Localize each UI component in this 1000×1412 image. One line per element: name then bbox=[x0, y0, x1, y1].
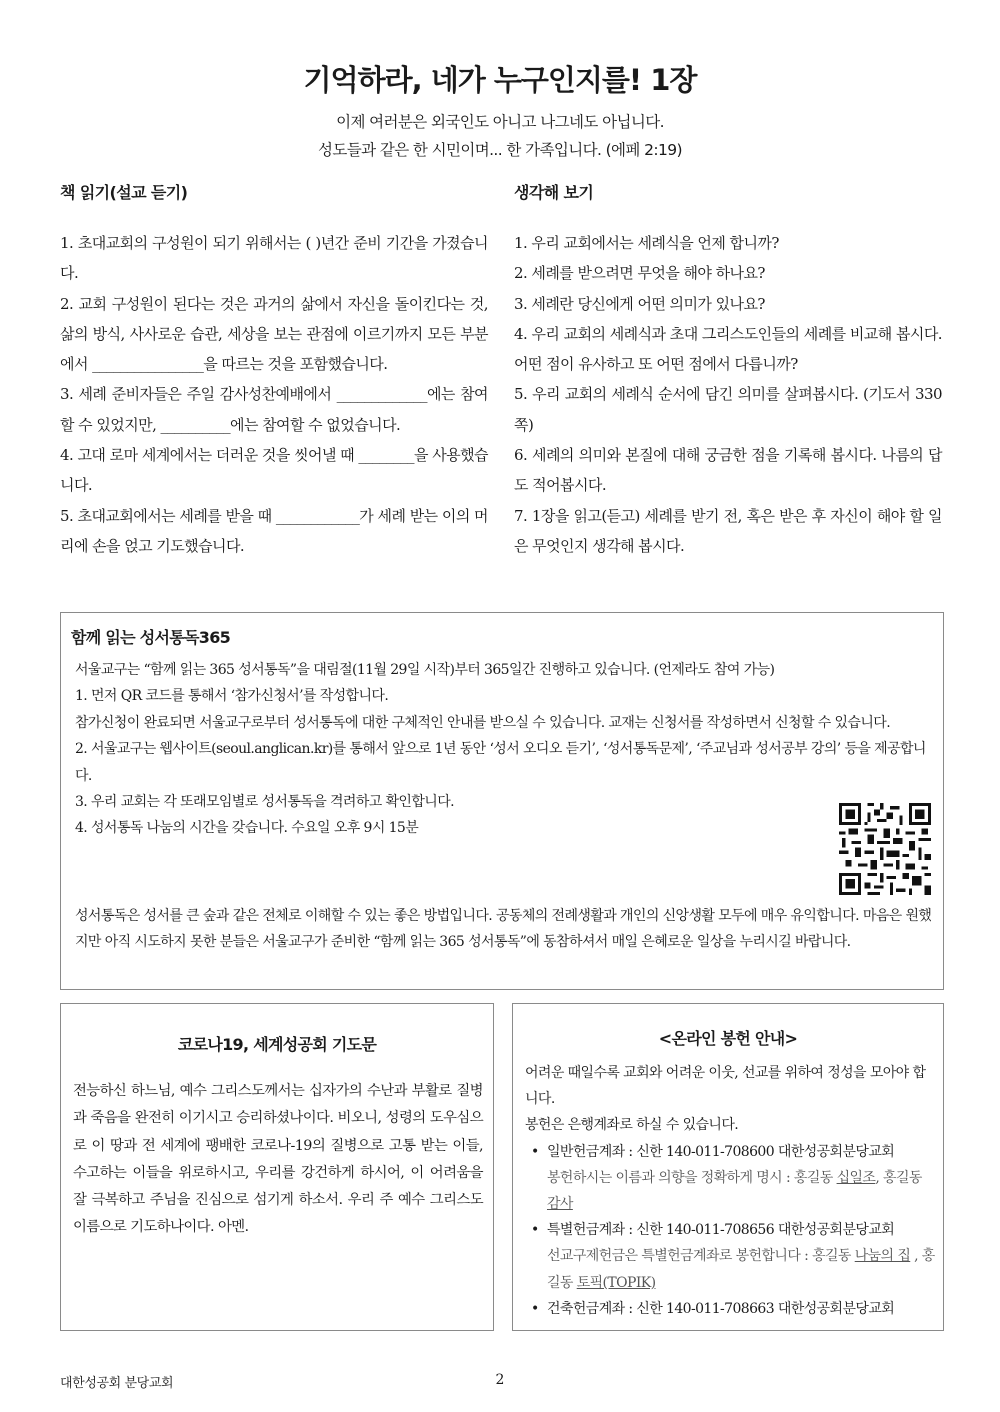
thanksgiving-example: 감사 bbox=[547, 1196, 573, 1213]
prayer-body: 전능하신 하느님, 예수 그리스도께서는 십자가의 수난과 부활로 질병과 죽음을 완전히 이기시고 승리하셨나이다. 비오니, 성령의 도우심으로 이 땅과 전 세계에 팽배한 코로나-19의 질병으로 고통 받는 이들, 수고하는 이들을 위로하시고, 우리를 강건하게 하시어, 이 어려움을 잘 극복하고 주님을 진심으로 섬기게 하소서. 우리 주 예수 그리스도 이름으로 기도하나이다. 아멘. bbox=[73, 1083, 483, 1236]
reading-item-2: 2. 교회 구성원이 된다는 것은 과거의 삶에서 자신을 돌이킨다는 것, 삶의 방식, 사사로운 습관, 세상을 보는 관점에 이르기까지 모든 부분에서 ________________을 따르는 것을 포함했습니다. bbox=[60, 294, 488, 374]
thinking-item-6: 6. 세례의 의미와 본질에 대해 궁금한 점을 기록해 봅시다. 나름의 답도 적어봅시다. bbox=[514, 446, 942, 495]
general-account-note bbox=[547, 1165, 937, 1217]
building-account: 건축헌금계좌 : 신한 140-011-708663 대한성공회분당교회 bbox=[547, 1300, 895, 1317]
general-note-separator: , 홍길동 bbox=[875, 1169, 922, 1186]
tithe-example: 십일조 bbox=[836, 1169, 876, 1186]
offering-intro-1: 어려운 때일수록 교회와 어려운 이웃, 선교를 위하여 정성을 모아야 합니다. bbox=[525, 1065, 926, 1108]
reading-item-4: 4. 고대 로마 세계에서는 더러운 것을 씻어낼 때 ________을 사용했습니다. bbox=[60, 446, 488, 495]
special-account: 특별헌금계좌 : 신한 140-011-708656 대한성공회분당교회 bbox=[547, 1222, 895, 1239]
reading-item-3: 3. 세례 준비자들은 주일 감사성찬예배에서 _____________에는 참여할 수 있었지만, __________에는 참여할 수 없었습니다. bbox=[60, 385, 488, 434]
special-note-separator: , 홍길동 bbox=[547, 1248, 935, 1291]
general-note-text: 봉헌하시는 이름과 의향을 정확하게 명시 : 홍길동 bbox=[547, 1169, 837, 1186]
thinking-questions bbox=[514, 228, 942, 561]
footer-church-name: 대한성공회 분당교회 bbox=[60, 1376, 174, 1391]
prayer-heading: 코로나19, 세계성공회 기도문 bbox=[177, 1035, 377, 1054]
offering-body bbox=[525, 1060, 937, 1322]
account-list bbox=[525, 1139, 937, 1322]
thinking-item-3: 3. 세례란 당신에게 어떤 의미가 있나요? bbox=[514, 294, 765, 313]
epigraph bbox=[0, 108, 1000, 164]
bible-reading-closing: 성서통독은 성서를 큰 숲과 같은 전체로 이해할 수 있는 좋은 방법입니다. 공동체의 전례생활과 개인의 신앙생활 모두에 매우 유익합니다. 마음은 원했지만 아직 시도하지 못한 분들은 서울교구가 준비한 “함께 읽는 365 성서통독”에 동참하셔서 매일 은혜로운 일상을 누리시길 바랍니다. bbox=[75, 908, 932, 951]
account-item-building bbox=[525, 1296, 937, 1322]
bible-reading-box bbox=[60, 612, 944, 990]
general-account: 일반헌금계좌 : 신한 140-011-708600 대한성공회분당교회 bbox=[547, 1143, 895, 1160]
bible-reading-heading: 함께 읽는 성서통독365 bbox=[71, 628, 231, 647]
thinking-heading: 생각해 보기 bbox=[514, 183, 594, 202]
offering-heading: <온라인 봉헌 안내> bbox=[658, 1029, 798, 1048]
bible-line-2: 2. 서울교구는 웹사이트(seoul.anglican.kr)를 통해서 앞으로 1년 동안 ‘성서 오디오 듣기’, ‘성서통독문제’, ‘주교님과 성서공부 강의’ 등을 제공합니다. bbox=[75, 741, 926, 784]
topik-example: 토픽(TOPIK) bbox=[576, 1274, 656, 1291]
bible-line-1-detail: 참가신청이 완료되면 서울교구로부터 성서통독에 대한 구체적인 안내를 받으실 수 있습니다. 교재는 신청서를 작성하면서 신청할 수 있습니다. bbox=[75, 714, 891, 731]
bible-line-1: 1. 먼저 QR 코드를 통해서 ‘참가신청서’를 작성합니다. bbox=[75, 688, 389, 705]
thinking-item-1: 1. 우리 교회에서는 세례식을 언제 합니까? bbox=[514, 234, 779, 252]
epigraph-line-2: 성도들과 같은 한 시민이며... 한 가족입니다. (에페 2:19) bbox=[318, 141, 682, 159]
bible-line-3: 3. 우리 교회는 각 또래모임별로 성서통독을 격려하고 확인합니다. bbox=[75, 794, 454, 811]
bullet: • bbox=[531, 1143, 539, 1160]
reading-heading: 책 읽기(설교 듣기) bbox=[60, 183, 188, 202]
thinking-item-5: 5. 우리 교회의 세례식 순서에 담긴 의미를 살펴봅시다. (기도서 330쪽) bbox=[514, 385, 942, 434]
bullet: • bbox=[531, 1222, 539, 1239]
reading-questions bbox=[60, 228, 488, 561]
reading-item-5: 5. 초대교회에서는 세례를 받을 때 ____________가 세례 받는 이의 머리에 손을 얹고 기도했습니다. bbox=[60, 506, 488, 555]
prayer-box bbox=[60, 1003, 494, 1331]
bullet: • bbox=[531, 1300, 539, 1317]
bible-reading-body bbox=[75, 657, 941, 842]
thinking-item-2: 2. 세례를 받으려면 무엇을 해야 하나요? bbox=[514, 264, 765, 283]
bible-line-intro: 서울교구는 “함께 읽는 365 성서통독”을 대림절(11월 29일 시작)부터 365일간 진행하고 있습니다. (언제라도 참여 가능) bbox=[75, 662, 775, 678]
page-title: 기억하라, 네가 누구인지를! 1장 bbox=[303, 63, 697, 97]
qr-code-icon[interactable] bbox=[839, 803, 931, 895]
page-number: 2 bbox=[495, 1372, 505, 1388]
online-offering-box bbox=[512, 1003, 944, 1331]
bible-line-4: 4. 성서통독 나눔의 시간을 갖습니다. 수요일 오후 9시 15분 bbox=[75, 820, 419, 837]
thinking-item-4: 4. 우리 교회의 세례식과 초대 그리스도인들의 세례를 비교해 봅시다. 어떤 점이 유사하고 또 어떤 점에서 다릅니까? bbox=[514, 324, 942, 374]
sharing-house-example: 나눔의 집 bbox=[854, 1248, 911, 1265]
epigraph-line-1: 이제 여러분은 외국인도 아니고 나그네도 아닙니다. bbox=[336, 113, 664, 131]
account-item-special bbox=[525, 1217, 937, 1296]
thinking-item-7: 7. 1장을 읽고(듣고) 세례를 받기 전, 혹은 받은 후 자신이 해야 할 일은 무엇인지 생각해 봅시다. bbox=[514, 506, 942, 555]
account-item-general bbox=[525, 1139, 937, 1218]
offering-intro-2: 봉헌은 은행계좌로 하실 수 있습니다. bbox=[525, 1117, 739, 1134]
special-note-text: 선교구제헌금은 특별헌금계좌로 봉헌합니다 : 홍길동 bbox=[547, 1248, 855, 1265]
reading-item-1: 1. 초대교회의 구성원이 되기 위해서는 ( )년간 준비 기간을 가졌습니다. bbox=[60, 234, 488, 283]
special-account-note bbox=[547, 1243, 937, 1295]
